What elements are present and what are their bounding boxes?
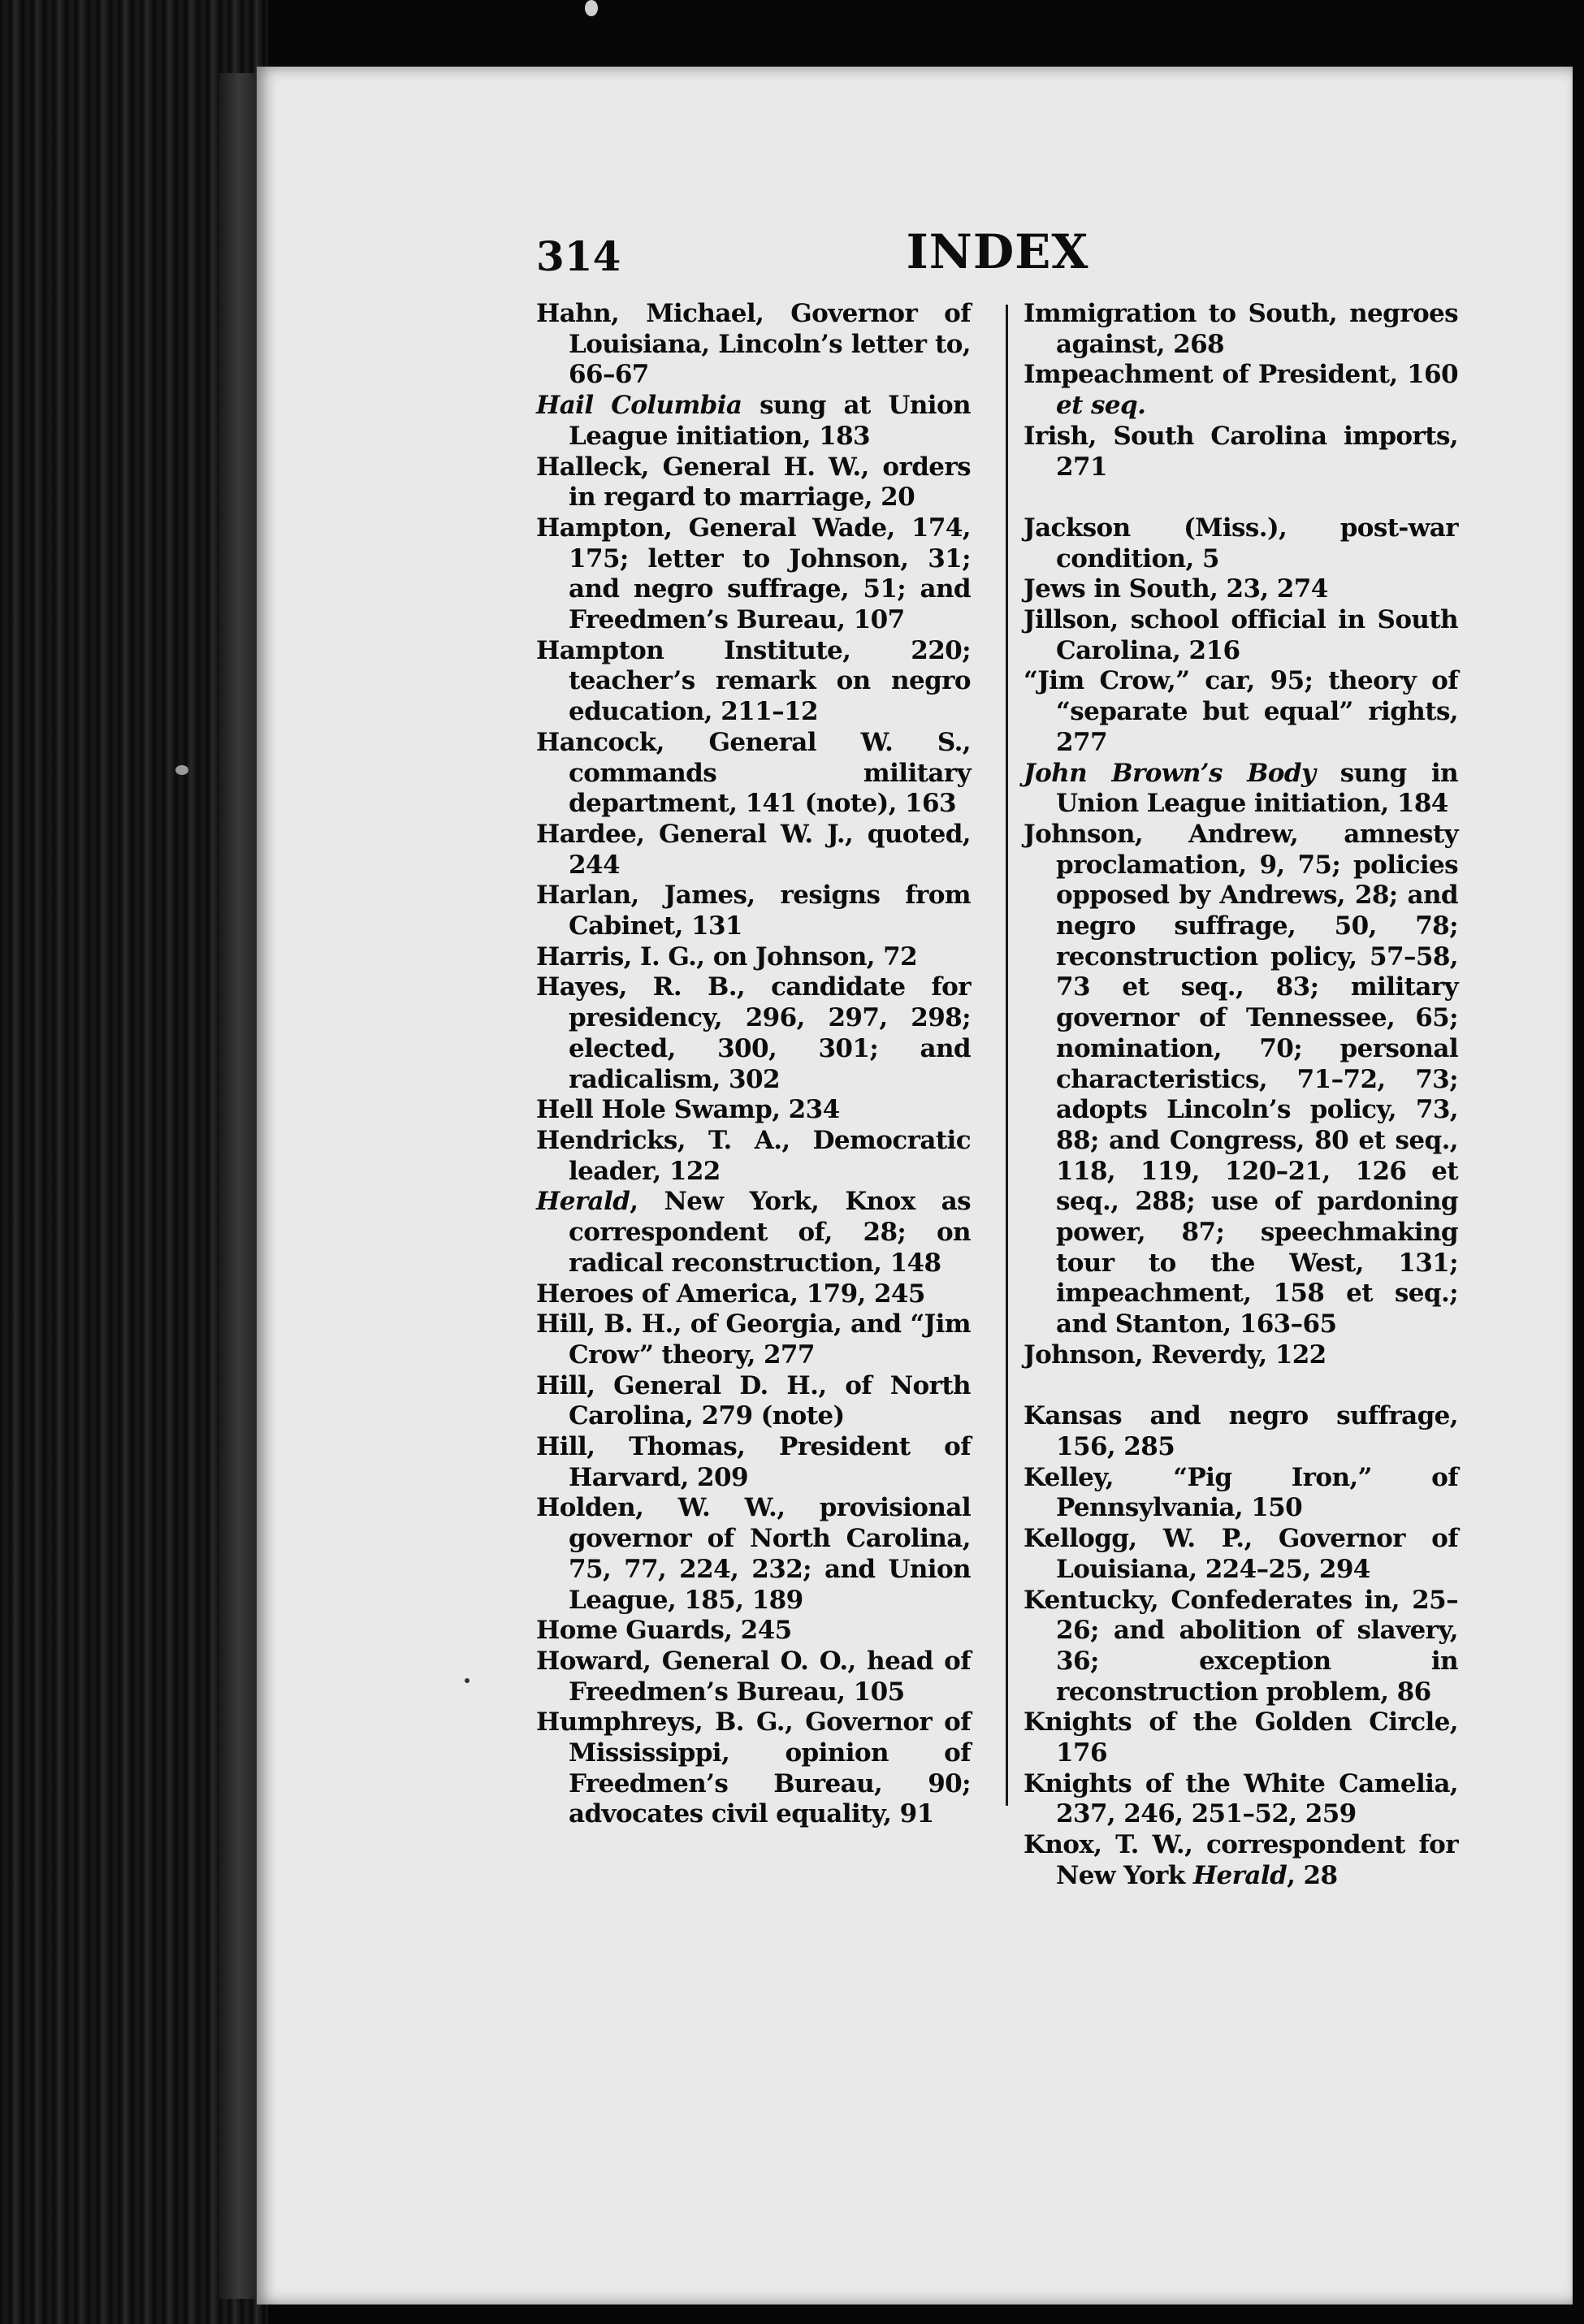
index-column-left: [536, 299, 971, 1830]
index-entry: Johnson, Andrew, amnesty proclamation, 9, 75; policies opposed by Andrews, 28; and negro suffrage, 50, 78; reconstruction policy, 57–58, 73 et seq., 83; military governor of Tennessee, 65; nomination, 70; personal characteristics, 71–72, 73; adopts Lincoln’s policy, 73, 88; and Congress, 80 et seq., 118, 119, 120–21, 126 et seq., 288; use of pardoning power, 87; speechmaking tour to the West, 131; impeachment, 158 et seq.; and Stanton, 163–65: [1024, 819, 1458, 1339]
letter-gap: [1024, 483, 1458, 513]
index-entry: Holden, W. W., provisional governor of North Carolina, 75, 77, 224, 232; and Union League, 185, 189: [536, 1493, 971, 1615]
index-entry: Kellogg, W. P., Governor of Louisiana, 224–25, 294: [1024, 1524, 1458, 1584]
index-entry: John Brown’s Body sung in Union League initiation, 184: [1024, 758, 1458, 819]
column-divider: [1006, 305, 1008, 1806]
page-title: INDEX: [906, 224, 1089, 279]
index-entry: Harlan, James, resigns from Cabinet, 131: [536, 881, 971, 941]
index-entry: Immigration to South, negroes against, 268: [1024, 299, 1458, 359]
index-entry: Jews in South, 23, 274: [1024, 574, 1328, 604]
index-entry: Kansas and negro suffrage, 156, 285: [1024, 1401, 1458, 1461]
index-entry: Jackson (Miss.), post-war condition, 5: [1024, 513, 1458, 573]
index-entry: “Jim Crow,” car, 95; theory of “separate but equal” rights, 277: [1024, 666, 1458, 757]
index-entry: Harris, I. G., on Johnson, 72: [536, 941, 918, 972]
index-entry: Hill, Thomas, President of Harvard, 209: [536, 1432, 971, 1492]
index-entry: Herald, New York, Knox as correspondent of, 28; on radical reconstruction, 148: [536, 1187, 971, 1278]
index-entry: Irish, South Carolina imports, 271: [1024, 421, 1458, 482]
index-entry: Hampton, General Wade, 174, 175; letter to Johnson, 31; and negro suffrage, 51; and Freedmen’s Bureau, 107: [536, 513, 971, 635]
index-entry: Hampton Institute, 220; teacher’s remark on negro education, 211–12: [536, 635, 971, 727]
page-number: 314: [536, 232, 621, 280]
dust-speck: [585, 0, 598, 16]
dust-speck: [175, 765, 188, 775]
index-entry: Kentucky, Confederates in, 25–26; and abolition of slavery, 36; exception in reconstruction problem, 86: [1024, 1585, 1458, 1707]
index-entry: Knights of the Golden Circle, 176: [1024, 1707, 1458, 1768]
dust-speck: [465, 1678, 470, 1683]
index-entry: Hail Columbia sung at Union League initiation, 183: [536, 391, 971, 451]
page-header: [536, 162, 1353, 284]
index-entry: Jillson, school official in South Carolina, 216: [1024, 605, 1458, 665]
index-entry: Home Guards, 245: [536, 1616, 792, 1646]
index-entry: Knights of the White Camelia, 237, 246, 251–52, 259: [1024, 1768, 1458, 1829]
index-entry: Johnson, Reverdy, 122: [1024, 1339, 1326, 1370]
index-entry: Knox, T. W., correspondent for New York Herald, 28: [1024, 1830, 1458, 1890]
index-entry: Hill, General D. H., of North Carolina, 279 (note): [536, 1370, 971, 1431]
index-entry: Howard, General O. O., head of Freedmen’s Bureau, 105: [536, 1646, 971, 1707]
index-entry: Hardee, General W. J., quoted, 244: [536, 819, 971, 880]
index-entry: Halleck, General H. W., orders in regard to marriage, 20: [536, 452, 971, 513]
index-entry: Hancock, General W. S., commands military department, 141 (note), 163: [536, 727, 971, 819]
index-entry: Kelley, “Pig Iron,” of Pennsylvania, 150: [1024, 1462, 1458, 1523]
index-entry: Impeachment of President, 160 et seq.: [1024, 360, 1458, 421]
index-entry: Hill, B. H., of Georgia, and “Jim Crow” theory, 277: [536, 1309, 971, 1370]
index-entry: Humphreys, B. G., Governor of Mississippi, opinion of Freedmen’s Bureau, 90; advocates civil equality, 91: [536, 1707, 971, 1829]
index-entry: Hell Hole Swamp, 234: [536, 1095, 840, 1125]
index-entry: Hahn, Michael, Governor of Louisiana, Lincoln’s letter to, 66–67: [536, 299, 971, 390]
index-entry: Hendricks, T. A., Democratic leader, 122: [536, 1125, 971, 1186]
index-entry: Heroes of America, 179, 245: [536, 1279, 925, 1309]
letter-gap: [1024, 1371, 1458, 1402]
index-column-right: [1024, 299, 1458, 1892]
index-entry: Hayes, R. B., candidate for presidency, 296, 297, 298; elected, 300, 301; and radicalism, 302: [536, 972, 971, 1094]
